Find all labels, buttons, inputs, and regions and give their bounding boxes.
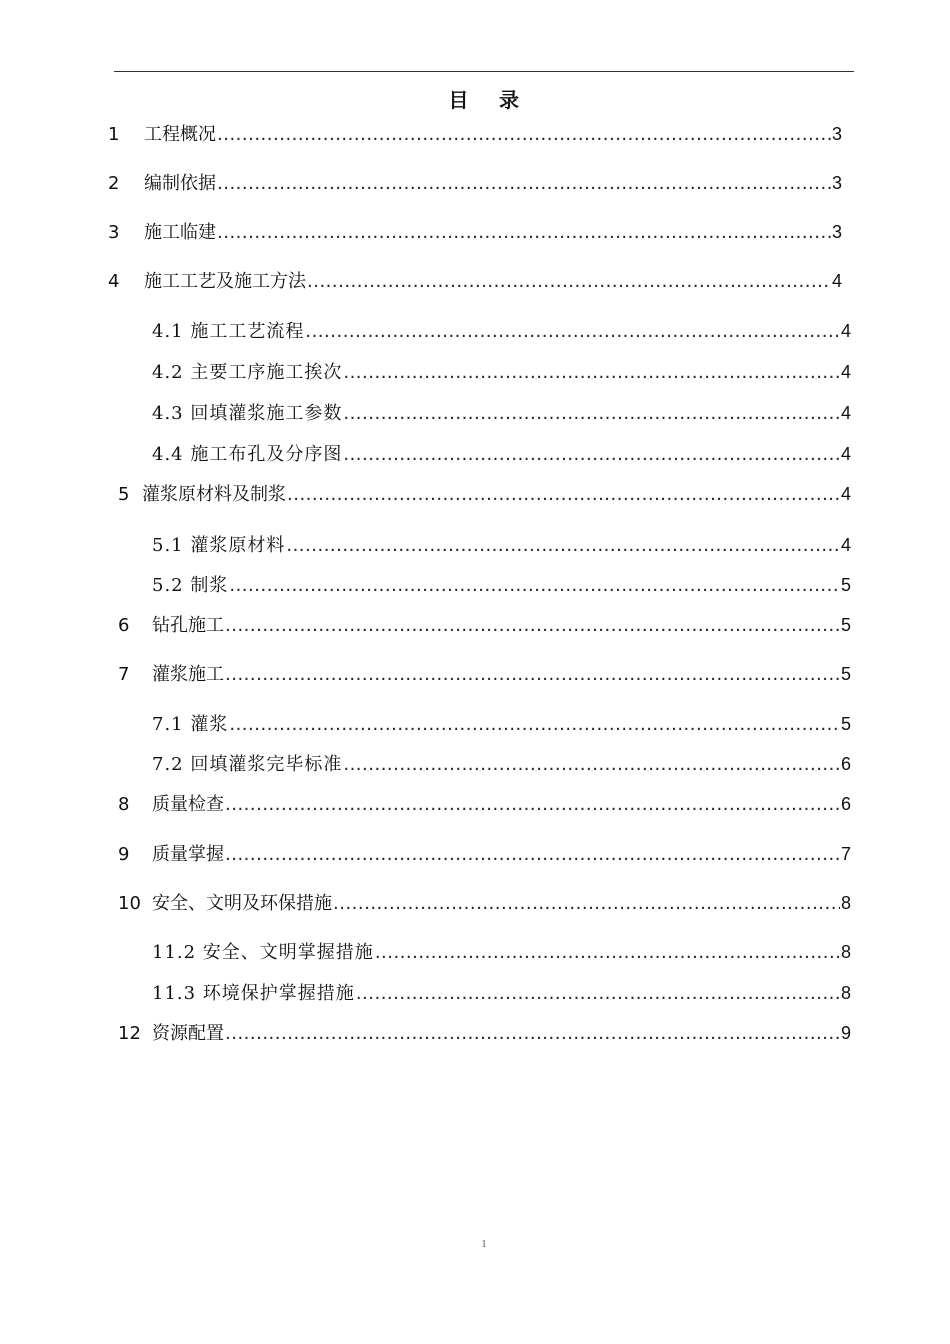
header-rule [114,71,854,72]
toc-entry-number: 5 [118,484,130,505]
toc-leader-dots [356,982,840,1006]
toc-entry-text: 施工临建 [144,222,216,243]
toc-entry-page: 4 [840,321,851,341]
toc-title-right: 录 [499,88,520,112]
toc-entry-7-1[interactable] [152,712,851,737]
toc-entry-page: 3 [831,124,842,144]
toc-entry-5-1[interactable] [152,533,851,558]
toc-entry-6[interactable] [118,613,851,638]
toc-entry-4-1[interactable] [152,319,851,344]
toc-leader-dots [217,123,831,147]
toc-leader-dots [343,361,840,385]
toc-entry-number: 6 [118,615,130,636]
toc-entry-number: 8 [118,794,130,815]
toc-entry-text: 灌浆原材料及制浆 [142,484,286,505]
toc-entry-text: 钻孔施工 [152,615,224,636]
toc-entry-3[interactable] [108,220,842,245]
toc-entry-11-3[interactable] [152,981,851,1006]
toc-leader-dots [375,941,840,965]
toc-entry-text: 工程概况 [144,124,216,145]
toc-entry-page: 3 [831,173,842,193]
toc-entry-5[interactable] [118,482,851,507]
toc-leader-dots [287,483,840,507]
toc-entry-text: 编制依据 [144,173,216,194]
toc-entry-10[interactable] [118,891,851,916]
toc-entry-page: 8 [840,942,851,962]
toc-entry-page: 4 [840,362,851,382]
toc-entry-text: 4.1 施工工艺流程 [152,321,305,342]
toc-leader-dots [305,320,840,344]
toc-entry-text: 质量掌握 [152,844,224,865]
toc-entry-page: 4 [840,535,851,555]
toc-entry-text: 11.3 环境保护掌握措施 [152,983,355,1004]
toc-entry-4-2[interactable] [152,360,851,385]
toc-entry-text: 5.1 灌浆原材料 [152,535,286,556]
toc-leader-dots [225,614,840,638]
toc-entry-page: 3 [831,222,842,242]
toc-entry-7[interactable] [118,662,851,687]
toc-entry-text: 11.2 安全、文明掌握措施 [152,942,374,963]
toc-entry-text: 5.2 制浆 [152,575,229,596]
toc-entry-text: 质量检查 [152,794,224,815]
toc-leader-dots [229,713,840,737]
toc-entry-number: 2 [108,173,120,194]
toc-title-left: 目 [448,88,469,112]
toc-entry-page: 7 [840,844,851,864]
toc-leader-dots [225,1022,840,1046]
toc-entry-page: 4 [840,484,851,504]
toc-entry-number: 4 [108,271,120,292]
toc-entry-page: 4 [840,444,851,464]
toc-leader-dots [343,402,840,426]
toc-entry-page: 6 [840,794,851,814]
toc-entry-page: 4 [831,271,842,291]
toc-entry-text: 4.2 主要工序施工挨次 [152,362,343,383]
toc-entry-page: 6 [840,754,851,774]
toc-leader-dots [343,443,840,467]
toc-entry-text: 灌浆施工 [152,664,224,685]
toc-leader-dots [307,270,831,294]
toc-entry-4-3[interactable] [152,401,851,426]
toc-entry-text: 安全、文明及环保措施 [152,893,332,914]
toc-entry-number: 3 [108,222,120,243]
toc-entry-8[interactable] [118,792,851,817]
toc-entry-2[interactable] [108,171,842,196]
toc-entry-number: 10 [118,893,141,914]
page-number: 1 [481,1238,487,1250]
toc-entry-7-2[interactable] [152,752,851,777]
toc-entry-4-4[interactable] [152,442,851,467]
toc-entry-text: 施工工艺及施工方法 [144,271,306,292]
toc-title [0,84,950,113]
toc-entry-text: 资源配置 [152,1023,224,1044]
toc-entry-page: 9 [840,1023,851,1043]
toc-entry-text: 7.1 灌浆 [152,714,229,735]
toc-entry-1[interactable] [108,122,842,147]
toc-entry-page: 4 [840,403,851,423]
toc-entry-4[interactable] [108,269,842,294]
toc-leader-dots [333,892,840,916]
toc-entry-number: 1 [108,124,120,145]
toc-leader-dots [217,172,831,196]
toc-leader-dots [343,753,840,777]
toc-entry-number: 7 [118,664,130,685]
toc-leader-dots [229,574,840,598]
toc-entry-number: 12 [118,1023,141,1044]
toc-leader-dots [217,221,831,245]
toc-entry-12[interactable] [118,1021,851,1046]
toc-leader-dots [286,534,840,558]
toc-entry-text: 7.2 回填灌浆完毕标准 [152,754,343,775]
toc-entry-page: 8 [840,983,851,1003]
toc-entry-page: 8 [840,893,851,913]
toc-entry-text: 4.3 回填灌浆施工参数 [152,403,343,424]
toc-leader-dots [225,663,840,687]
toc-entry-5-2[interactable] [152,573,851,598]
toc-entry-page: 5 [840,714,851,734]
toc-entry-11-2[interactable] [152,940,851,965]
toc-leader-dots [225,793,840,817]
toc-entry-page: 5 [840,575,851,595]
toc-entry-number: 9 [118,844,130,865]
toc-entry-9[interactable] [118,842,851,867]
toc-entry-page: 5 [840,664,851,684]
toc-entry-text: 4.4 施工布孔及分序图 [152,444,343,465]
toc-entry-page: 5 [840,615,851,635]
toc-leader-dots [225,843,840,867]
